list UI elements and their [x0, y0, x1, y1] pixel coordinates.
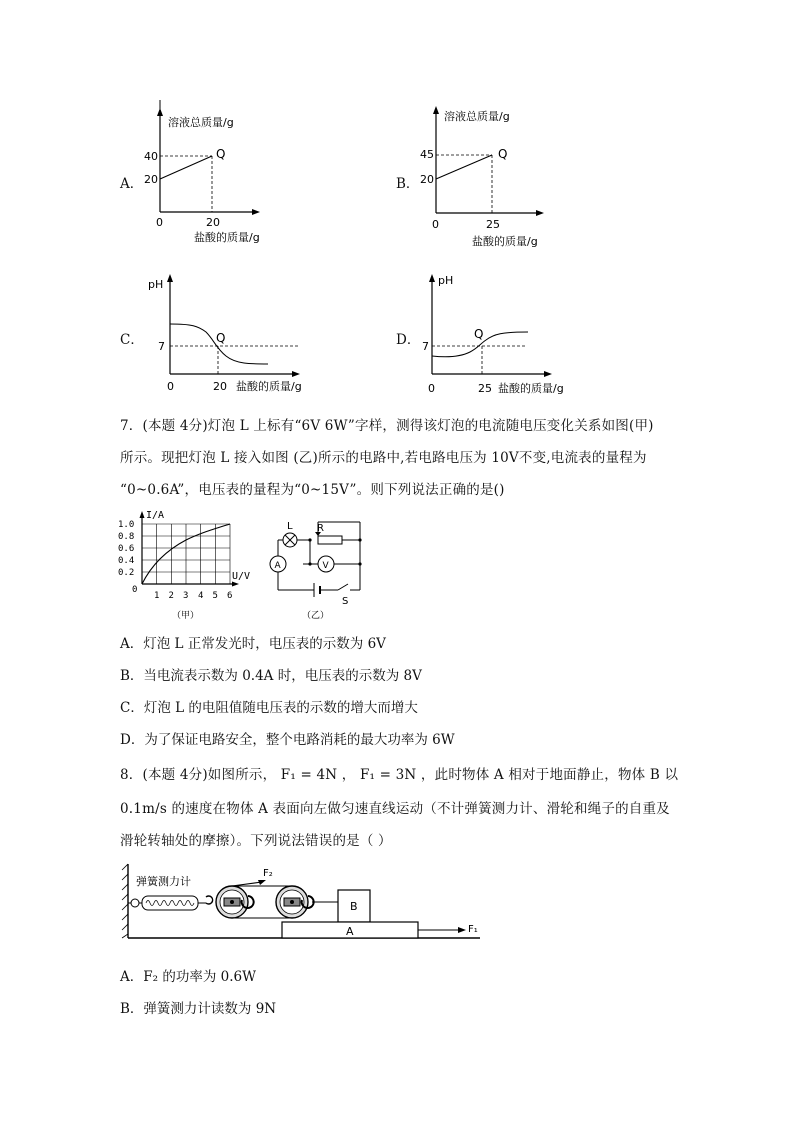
graph-b-ytick-20: 20 [420, 173, 434, 186]
option-c-label: C． [120, 332, 144, 348]
q7-option-a: A．灯泡 L 正常发光时，电压表的示数为 6V [120, 636, 386, 652]
q7-graph-origin: 0 [132, 585, 138, 595]
q8-f1-arrow [458, 927, 466, 933]
q7-circuit-caption: （乙） [302, 611, 330, 621]
graph-c-xtick-0: 0 [167, 380, 174, 393]
q7-circuit-label-v: V [322, 561, 329, 571]
graph-c-ytick-7: 7 [158, 340, 165, 353]
graph-d-y-arrow [429, 274, 435, 282]
graph-a-xtick-20: 20 [206, 216, 220, 229]
graph-a-ytick-40: 40 [144, 150, 158, 163]
q8-f2-arrow [258, 880, 266, 885]
q7-circuit-label-s: S [342, 596, 349, 607]
option-b-label: B． [396, 176, 420, 192]
q8-text-line1: 8．(本题 4分)如图所示， F₁ = 4N ， F₁ = 3N ，此时物体 A 相对于地面静止，物体 B 以 [120, 767, 679, 783]
q7-graph-xtick-6: 6 [227, 591, 233, 601]
graph-c-x-arrow [292, 371, 300, 377]
q7-circuit-label-a: A [274, 561, 281, 571]
graph-a-point-q: Q [216, 147, 226, 161]
q7-text-line3: “0~0.6A”，电压表的量程为“0~15V”。则下列说法正确的是() [120, 482, 505, 498]
q7-circuit-battery [314, 583, 320, 597]
graph-b-y-arrow [433, 106, 439, 114]
graph-d-x-arrow [544, 371, 552, 377]
graph-c [140, 268, 320, 400]
q8-label-b: B [350, 900, 358, 913]
graph-d-xtick-25: 25 [478, 382, 492, 395]
q7-graph-xtick-3: 3 [183, 591, 189, 601]
q7-graph-caption: （甲） [172, 611, 200, 621]
q7-circuit-label-r: R [317, 523, 324, 534]
q7-graph-ytick-4: 0.4 [118, 556, 135, 566]
q7-circuit-lamp [283, 533, 297, 547]
q7-option-c: C．灯泡 L 的电阻值随电压表的示数的增大而增大 [120, 700, 418, 716]
q7-graph-xtick-2: 2 [168, 591, 174, 601]
q7-circuit-label-l: L [287, 521, 293, 532]
q7-graph-xtick-4: 4 [198, 591, 204, 601]
q7-graph-y-arrow [140, 511, 145, 518]
q7-graph-ytick-1: 1.0 [118, 520, 135, 530]
graph-c-xlabel: 盐酸的质量/g [236, 380, 302, 393]
graph-a-ylabel: 溶液总质量/g [168, 116, 234, 129]
q7-circuit-resistor [318, 536, 342, 544]
q7-text-line2: 所示。现把灯泡 L 接入如图 (乙)所示的电路中,若电路电压为 10V不变,电流表的量程为 [120, 450, 647, 466]
graph-a-xlabel: 盐酸的质量/g [194, 231, 260, 244]
q7-option-d: D．为了保证电路安全，整个电路消耗的最大功率为 6W [120, 732, 455, 748]
graph-a-line [160, 156, 212, 179]
q7-graph-xlabel: U/V [232, 571, 251, 582]
graph-c-point-q: Q [216, 331, 226, 345]
q8-text-line2: 0.1m/s 的速度在物体 A 表面向左做匀速直线运动（不计弹簧测力计、滑轮和绳子的自重及 [120, 801, 670, 817]
graph-b-ytick-45: 45 [420, 148, 434, 161]
graph-b [416, 100, 596, 250]
q7-graph-ytick-3: 0.6 [118, 544, 135, 554]
q7-circuit-switch [338, 584, 348, 590]
q8-label-spring-scale: 弹簧测力计 [136, 875, 191, 888]
q8-label-f2: F₂ [263, 868, 273, 879]
graph-c-xtick-20: 20 [213, 380, 227, 393]
q8-label-f1: F₁ [468, 924, 478, 935]
option-d-label: D． [396, 332, 421, 348]
graph-a [140, 100, 320, 250]
q7-graph-x-arrow [232, 582, 239, 587]
q8-option-b: B．弹簧测力计读数为 9N [120, 1001, 277, 1017]
graph-b-ylabel: 溶液总质量/g [444, 110, 510, 123]
graph-d-xlabel: 盐酸的质量/g [498, 382, 564, 395]
q7-text-line1: 7．(本题 4分)灯泡 L 上标有“6V 6W”字样，测得该灯泡的电流随电压变化关系如图(甲) [120, 418, 654, 434]
graph-b-x-arrow [536, 210, 544, 216]
graph-b-line [436, 155, 492, 179]
q7-graph-grid [142, 524, 230, 584]
graph-d-ylabel: pH [438, 274, 454, 287]
q7-option-b: B．当电流表示数为 0.4A 时，电压表的示数为 8V [120, 668, 422, 684]
option-a-label: A． [120, 176, 144, 192]
graph-b-xtick-0: 0 [432, 218, 439, 231]
q7-circuit-yi [258, 512, 374, 622]
q7-graph-xtick-1: 1 [154, 591, 160, 601]
graph-d-xtick-0: 0 [428, 382, 435, 395]
graph-b-xlabel: 盐酸的质量/g [472, 235, 538, 248]
graph-a-xtick-0: 0 [156, 216, 163, 229]
graph-a-y-arrow [157, 108, 163, 116]
graph-c-ylabel: pH [148, 278, 164, 291]
q8-text-line3: 滑轮转轴处的摩擦）。下列说法错误的是（ ） [120, 833, 392, 849]
q8-option-a: A．F₂ 的功率为 0.6W [120, 969, 256, 985]
graph-b-point-q: Q [498, 147, 508, 161]
q7-graph-ylabel: I/A [146, 510, 165, 521]
graph-d-ytick-7: 7 [422, 340, 429, 353]
graph-a-x-arrow [252, 209, 260, 215]
q7-graph-ytick-5: 0.2 [118, 568, 135, 578]
q7-graph-jia [112, 506, 252, 622]
graph-d [416, 268, 596, 400]
q8-figure [120, 858, 490, 944]
q7-graph-ytick-2: 0.8 [118, 532, 135, 542]
graph-d-point-q: Q [474, 327, 484, 341]
graph-a-ytick-20: 20 [144, 173, 158, 186]
q7-graph-xtick-5: 5 [212, 591, 218, 601]
graph-b-xtick-25: 25 [486, 218, 500, 231]
graph-c-y-arrow [167, 274, 173, 282]
q8-label-a: A [346, 925, 354, 938]
